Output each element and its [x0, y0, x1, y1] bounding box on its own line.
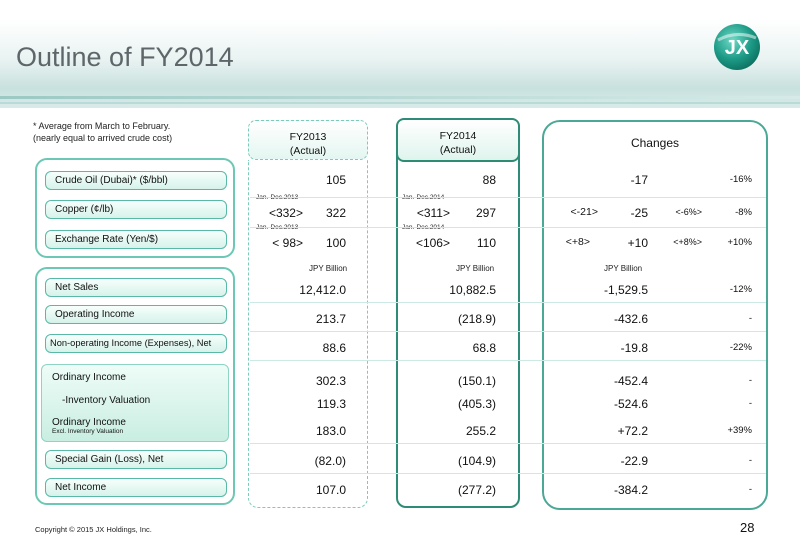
row-divider [250, 360, 766, 361]
label-special-gain: Special Gain (Loss), Net [45, 450, 227, 469]
chg-copper: -25 [630, 206, 648, 220]
pct-inventory: - [748, 398, 752, 409]
unit-fy2013: JPY Billion [309, 264, 348, 273]
fy2014-crude: 88 [482, 173, 496, 187]
chg-fx: +10 [627, 236, 648, 250]
row-divider [250, 473, 766, 474]
fy2014-title: FY2014 [439, 130, 477, 142]
pct-ordinary-excl: +39% [727, 425, 752, 436]
header-rule-2 [0, 102, 800, 104]
unit-changes: JPY Billion [604, 264, 643, 273]
row-divider [250, 227, 766, 228]
fy2014-net-sales: 10,882.5 [449, 283, 496, 297]
fy2013-net-sales: 12,412.0 [299, 283, 346, 297]
footnote-line-2: (nearly equal to arrived crude cost) [33, 133, 173, 143]
row-divider [250, 331, 766, 332]
fy2014-header [396, 118, 520, 162]
fy2013-header [248, 120, 368, 160]
fy2013-title: FY2013 [289, 131, 327, 143]
chg-copper-sub: <-21> [570, 206, 598, 218]
fy2013-ordinary: 302.3 [315, 374, 346, 388]
svg-text:JX: JX [724, 37, 750, 59]
fy2014-copper: 297 [475, 206, 496, 220]
fy2013-fx: 100 [325, 236, 346, 250]
chg-ordinary: -452.4 [613, 374, 648, 388]
pct-special: - [748, 455, 752, 466]
chg-ordinary-excl: +72.2 [617, 424, 648, 438]
label-ordinary-income-excl: Ordinary Income [52, 417, 126, 428]
chg-fx-sub: <+8> [565, 236, 590, 248]
fy2014-subtitle: (Actual) [439, 144, 477, 156]
chg-crude: -17 [630, 173, 648, 187]
row-divider [250, 197, 766, 198]
pct-crude: -16% [729, 174, 752, 185]
footnote-line-1: * Average from March to February. [33, 121, 171, 131]
fy2014-fx-sub: <106> [415, 236, 450, 250]
fy2013-operating: 213.7 [315, 312, 346, 326]
pct-net-sales: -12% [729, 284, 752, 295]
chg-special: -22.9 [620, 454, 648, 468]
fy2013-inventory: 119.3 [316, 397, 346, 411]
jx-logo-icon [712, 22, 762, 72]
fy2014-fx: 110 [476, 236, 496, 250]
page-number: 28 [740, 520, 755, 535]
fy2014-copper-sub: <311> [416, 206, 450, 220]
fy2014-ordinary-excl: 255.2 [465, 424, 496, 438]
fy2013-subtitle: (Actual) [289, 145, 327, 157]
fy2014-inventory: (405.3) [457, 397, 496, 411]
fy2014-special: (104.9) [457, 454, 496, 468]
pct-net-income: - [748, 484, 752, 495]
chg-net-income: -384.2 [613, 483, 648, 497]
label-net-sales: Net Sales [45, 278, 227, 297]
page-title: Outline of FY2014 [16, 42, 234, 72]
pct-ordinary: - [748, 375, 752, 386]
label-crude-oil: Crude Oil (Dubai)* ($/bbl) [45, 171, 227, 190]
copyright: Copyright © 2015 JX Holdings, Inc. [35, 525, 152, 534]
pct-operating: - [748, 313, 752, 324]
label-copper: Copper (¢/lb) [45, 200, 227, 219]
pct-fx: +10% [727, 237, 752, 248]
fy2013-copper: 322 [325, 206, 346, 220]
chg-non-operating: -19.8 [620, 341, 648, 355]
label-operating-income: Operating Income [45, 305, 227, 324]
footnote [33, 120, 172, 144]
label-net-income: Net Income [45, 478, 227, 497]
changes-title: Changes [630, 136, 680, 150]
fy2013-copper-sub: <332> [268, 206, 303, 220]
label-ordinary-income-excl-sub: Excl. Inventory Valuation [52, 428, 124, 435]
chg-operating: -432.6 [613, 312, 648, 326]
fy2014-net-income: (277.2) [457, 483, 496, 497]
fy2013-ordinary-excl: 183.0 [315, 424, 346, 438]
pct-copper-sub: <-6%> [675, 207, 702, 217]
fy2013-fx-sub: < 98> [272, 236, 303, 250]
chg-net-sales: -1,529.5 [603, 283, 648, 297]
row-divider [250, 302, 766, 303]
fy2014-non-operating: 68.8 [472, 341, 496, 355]
chg-inventory: -524.6 [613, 397, 648, 411]
fy2013-net-income: 107.0 [315, 483, 346, 497]
fy2013-special: (82.0) [314, 454, 346, 468]
unit-fy2014: JPY Billion [456, 264, 495, 273]
label-exchange-rate: Exchange Rate (Yen/$) [45, 230, 227, 249]
label-ordinary-income: Ordinary Income [52, 372, 126, 383]
header-rule [0, 96, 800, 99]
label-non-operating: Non-operating Income (Expenses), Net [45, 334, 227, 353]
label-inventory-valuation: -Inventory Valuation [62, 395, 151, 406]
fy2014-operating: (218.9) [457, 312, 496, 326]
pct-fx-sub: <+8%> [673, 237, 702, 247]
pct-copper: -8% [735, 207, 752, 218]
pct-non-operating: -22% [729, 342, 752, 353]
fy2013-non-operating: 88.6 [322, 341, 346, 355]
fy2014-ordinary: (150.1) [457, 374, 496, 388]
row-divider [250, 443, 766, 444]
fy2013-crude: 105 [325, 173, 346, 187]
